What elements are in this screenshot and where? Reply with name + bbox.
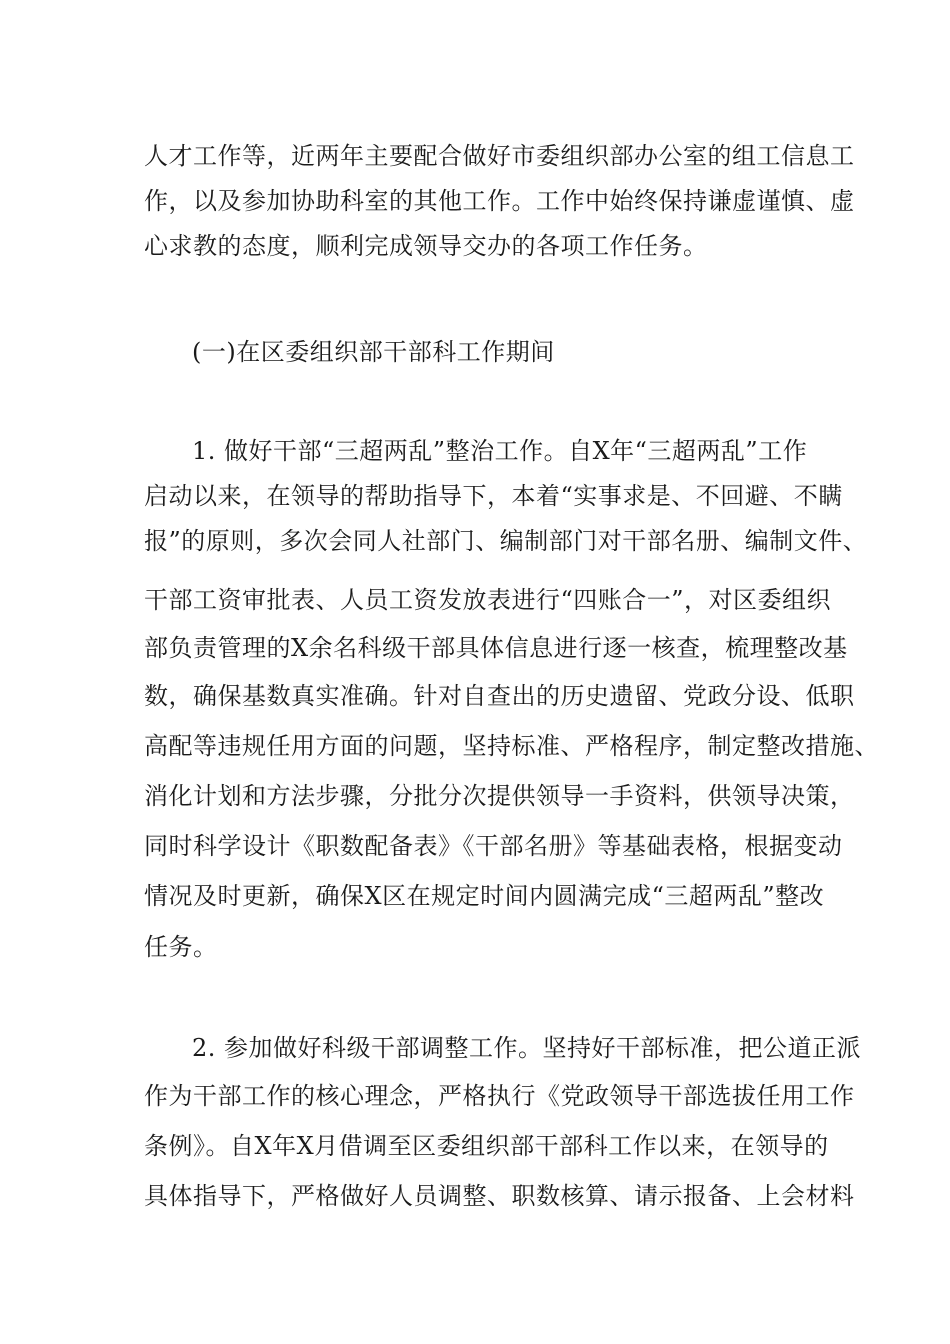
paragraph-1-line: 干部工资审批表、人员工资发放表进行“四账合一”，对区委组织: [144, 586, 832, 614]
paragraph-intro-line: 作，以及参加协助科室的其他工作。工作中始终保持谦虚谨慎、虚: [144, 187, 855, 215]
paragraph-intro-line: 人才工作等，近两年主要配合做好市委组织部办公室的组工信息工: [144, 142, 855, 170]
paragraph-1-line: 同时科学设计《职数配备表》《干部名册》等基础表格，根据变动: [144, 832, 843, 860]
paragraph-1-line: 数，确保基数真实准确。针对自查出的历史遗留、党政分设、低职: [144, 682, 855, 710]
paragraph-2-line: 作为干部工作的核心理念，严格执行《党政领导干部选拔任用工作: [144, 1082, 855, 1110]
paragraph-2-line: 2. 参加做好科级干部调整工作。坚持好干部标准，把公道正派: [192, 1034, 862, 1062]
paragraph-intro-line: 心求教的态度，顺利完成领导交办的各项工作任务。: [144, 232, 708, 260]
paragraph-1-line: 报”的原则，多次会同人社部门、编制部门对干部名册、编制文件、: [144, 527, 868, 555]
paragraph-2-line: 条例》。自X年X月借调至区委组织部干部科工作以来，在领导的: [144, 1132, 829, 1160]
paragraph-1-line: 消化计划和方法步骤，分批分次提供领导一手资料，供领导决策，: [144, 782, 855, 810]
paragraph-1-line: 部负责管理的X余名科级干部具体信息进行逐一核查，梳理整改基: [144, 634, 848, 662]
paragraph-1-line: 情况及时更新，确保X区在规定时间内圆满完成“三超两乱”整改: [144, 882, 825, 910]
paragraph-2-line: 具体指导下，严格做好人员调整、职数核算、请示报备、上会材料: [144, 1182, 855, 1210]
paragraph-1-line: 任务。: [144, 933, 218, 961]
section-heading: (一)在区委组织部干部科工作期间: [192, 338, 555, 366]
paragraph-1-line: 1. 做好干部“三超两乱”整治工作。自X年“三超两乱”工作: [192, 437, 808, 465]
paragraph-1-line: 启动以来，在领导的帮助指导下，本着“实事求是、不回避、不瞒: [144, 482, 843, 510]
paragraph-1-line: 高配等违规任用方面的问题，坚持标准、严格程序，制定整改措施、: [144, 732, 879, 760]
